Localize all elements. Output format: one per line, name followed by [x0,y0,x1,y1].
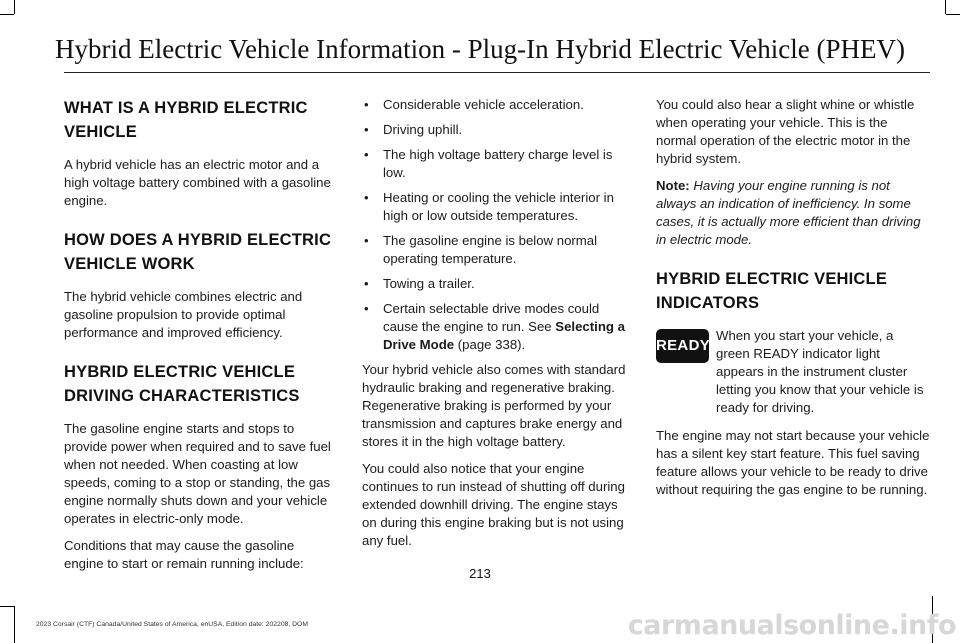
list-item: • Driving uphill. [362,121,632,139]
list-item: • Heating or cooling the vehicle interior in high or low outside temperatures. [362,189,632,225]
paragraph: The engine may not start because your vehicle has a silent key start feature. This fuel saving feature allows your vehicle to be ready to drive without requiring the gas engine to be running. [656,428,930,497]
section-heading-driving-characteristics: HYBRID ELECTRIC VEHICLE DRIVING CHARACTERISTICS [64,363,300,405]
crop-mark [0,606,14,607]
section-heading-indicators: HYBRID ELECTRIC VEHICLE INDICATORS [656,270,888,312]
paragraph: You could also hear a slight whine or whistle when operating your vehicle. This is the normal operation of the electric motor in the hybrid system. [656,97,915,166]
drive-mode-reference-link[interactable]: Selecting a Drive Mode [383,319,625,352]
section-heading-what-is-hev: WHAT IS A HYBRID ELECTRIC VEHICLE [64,99,308,141]
paragraph: When you start your vehicle, a green READY indicator light appears in the instrument cluster letting you know that your vehicle is ready for driving. [716,328,924,415]
list-item: • Considerable vehicle acceleration. [362,96,632,114]
edition-footer: 2023 Corsair (CTF) Canada/United States of America, enUSA, Edition date: 202208, DOM [36,621,309,628]
column-right [656,96,930,508]
crop-mark [14,606,15,643]
paragraph: A hybrid vehicle has an electric motor and a high voltage battery combined with a gasoline engine. [64,157,331,208]
ready-indicator-icon: READY [656,329,709,363]
list-item-text: Certain selectable drive modes could cause the engine to run. See [383,301,600,334]
paragraph: The gasoline engine starts and stops to provide power when required and to save fuel when not needed. When coasting at low speeds, coming to a stop or standing, the gas engine normally shuts down and your vehicle operates in electric-only mode. [64,421,331,526]
crop-mark [0,14,14,15]
list-item: • Towing a trailer. [362,275,632,293]
paragraph: Conditions that may cause the gasoline engine to start or remain running include: [64,538,304,571]
crop-mark [945,0,946,14]
column-left [64,96,336,582]
watermark: carmanualsonline.info [627,610,956,641]
column-middle [362,96,632,559]
note-label: Note: [656,178,690,193]
list-item [362,300,632,354]
page-reference: (page 338). [454,337,526,352]
header-divider [64,72,930,73]
note-text: Having your engine running is not always an indication of inefficiency. In some cases, it is actually more efficient than driving in electric mode. [656,178,921,247]
page-header-title: Hybrid Electric Vehicle Information - Plug-In Hybrid Electric Vehicle (PHEV) [55,34,905,64]
ready-indicator-block [656,327,930,417]
paragraph: Your hybrid vehicle also comes with standard hydraulic braking and regenerative braking. Regenerative braking is performed by your transmission and captures brake energy and stores it in the high voltage battery. [362,362,626,449]
paragraph: The hybrid vehicle combines electric and gasoline propulsion to provide optimal performance and improved efficiency. [64,289,303,340]
note [656,177,930,249]
crop-mark [946,14,960,15]
crop-mark [14,0,15,14]
list-item: • The gasoline engine is below normal operating temperature. [362,232,632,268]
engine-run-conditions-list [362,96,632,354]
paragraph: You could also notice that your engine continues to run instead of shutting off during extended downhill driving. The engine stays on during this engine braking but is not using any fuel. [362,461,625,548]
section-heading-how-hev-works: HOW DOES A HYBRID ELECTRIC VEHICLE WORK [64,231,332,273]
list-item: • The high voltage battery charge level is low. [362,146,632,182]
page-number: 213 [469,566,491,581]
